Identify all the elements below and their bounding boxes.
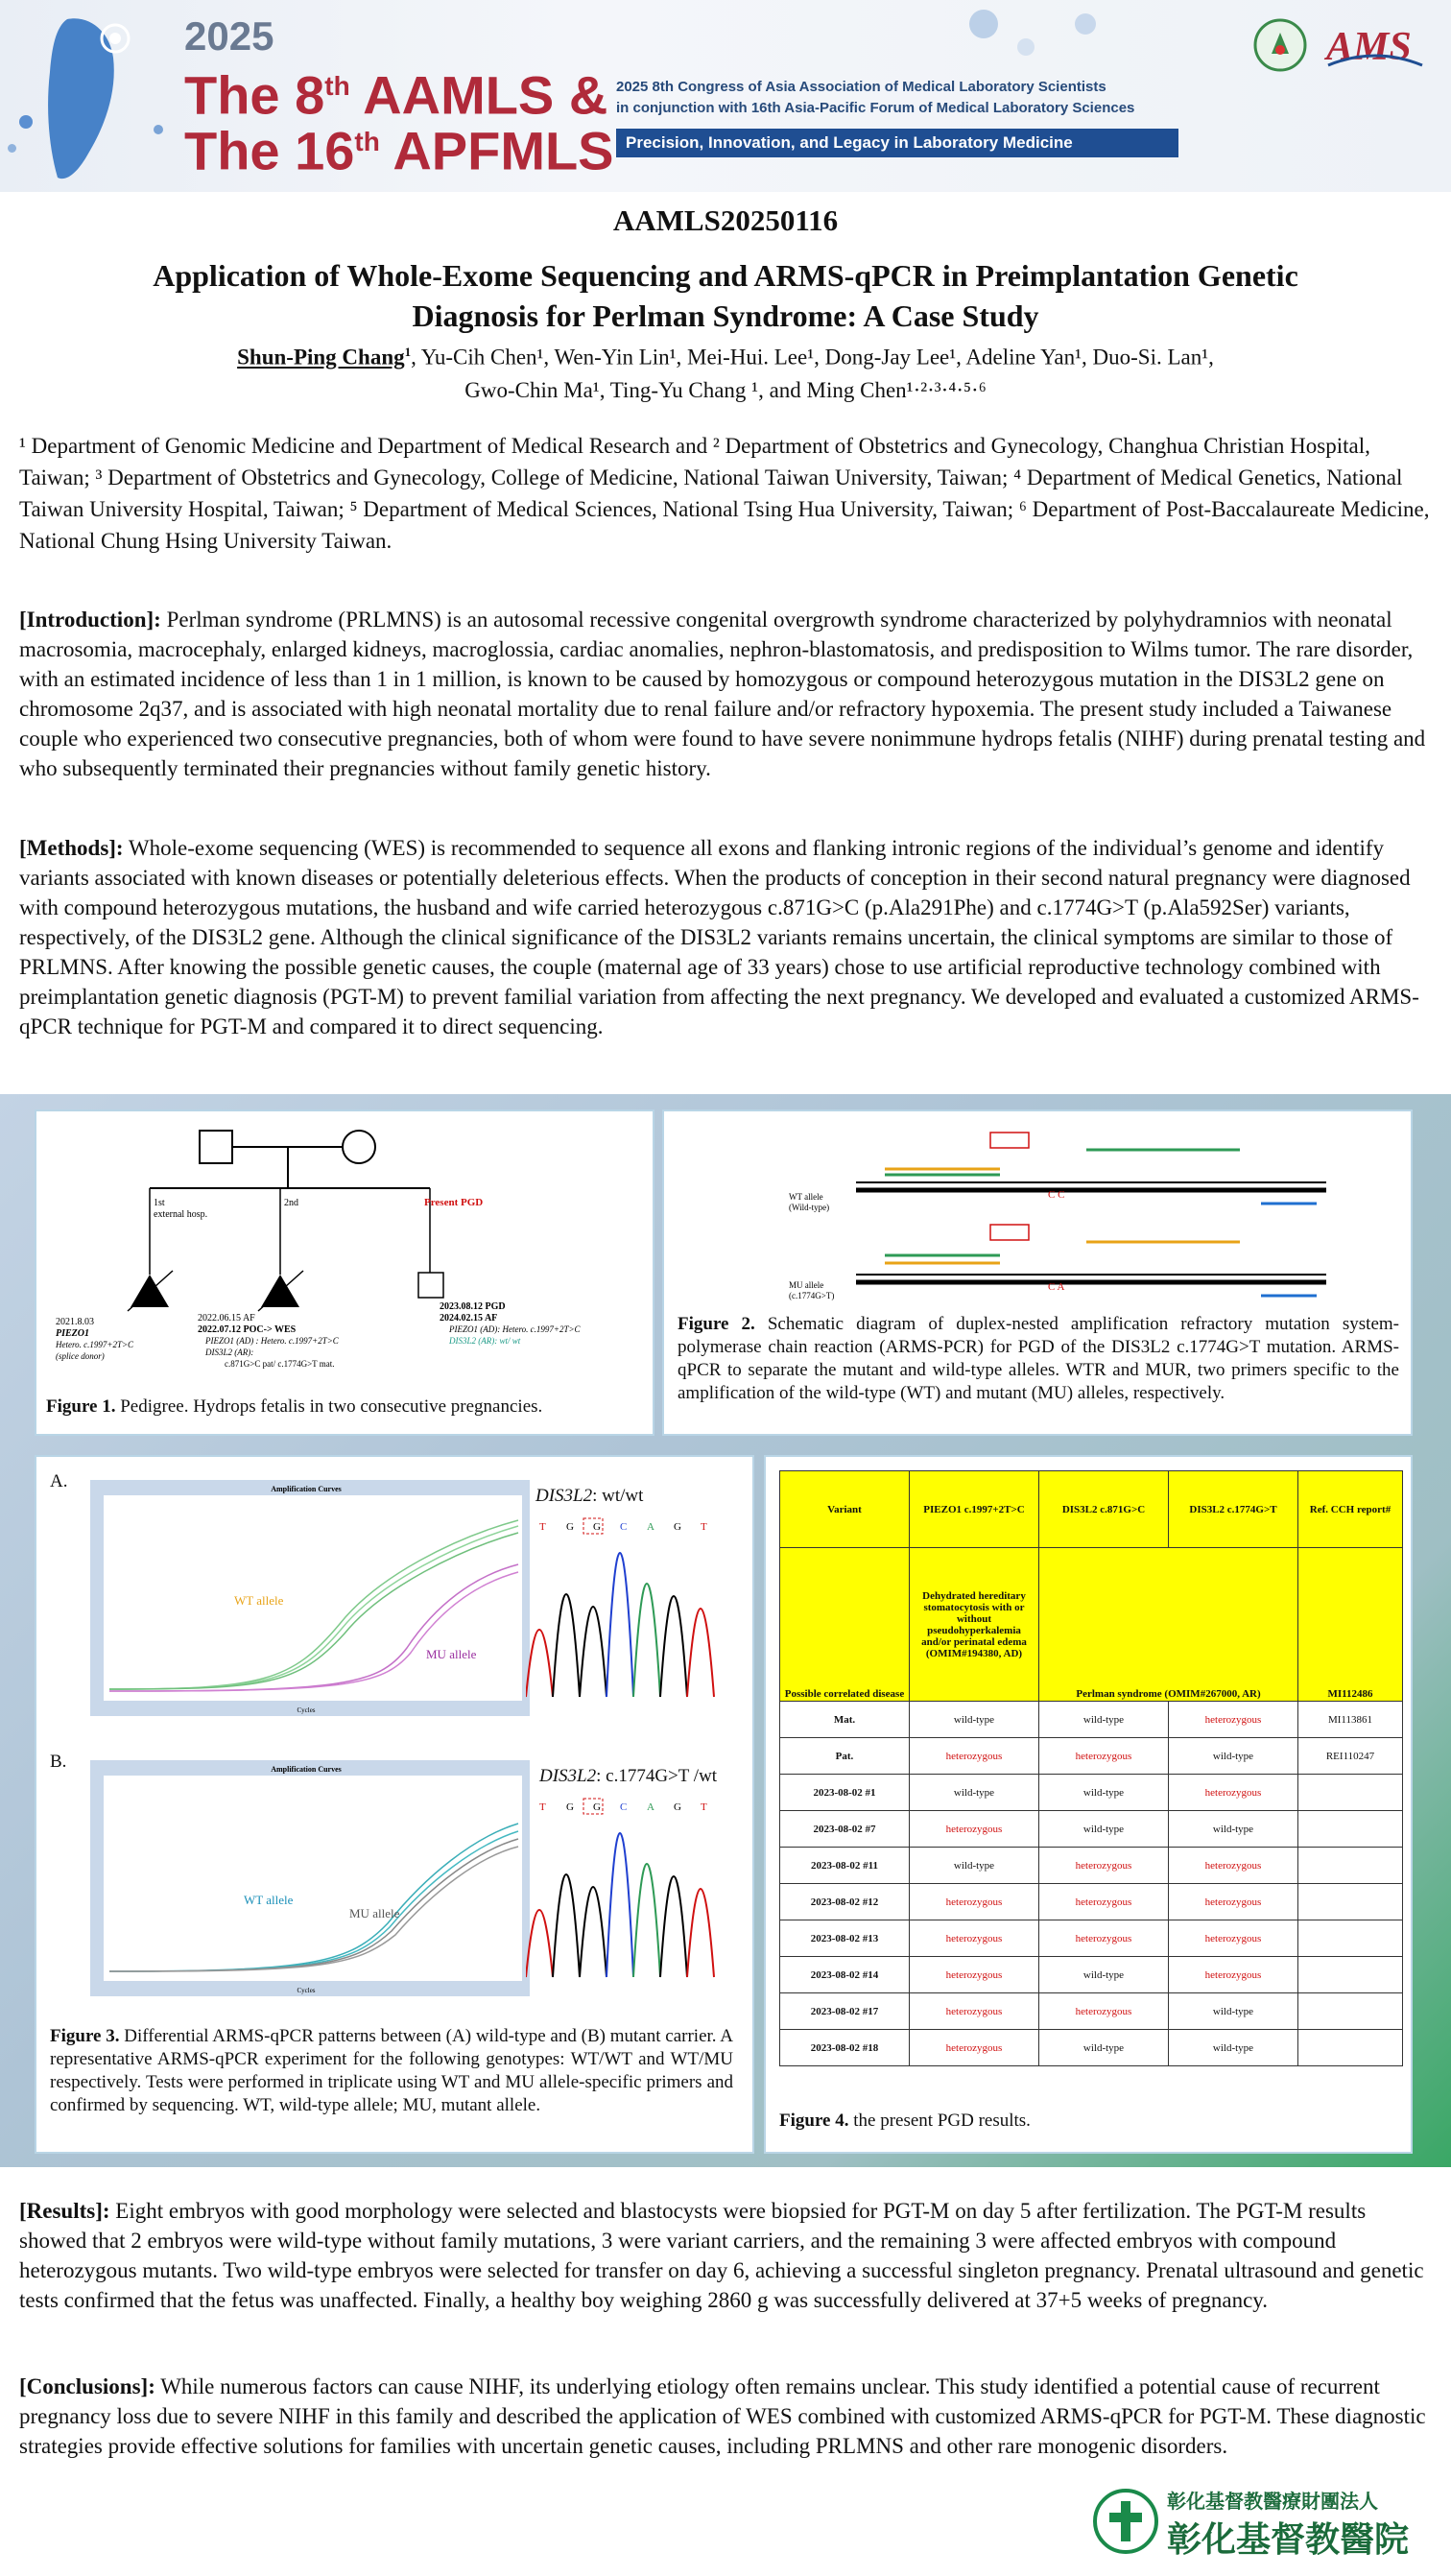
panel-a-label: A. — [50, 1471, 68, 1491]
banner-title-line1: The 8th AAMLS & — [184, 64, 608, 126]
table-header: PIEZO1 c.1997+2T>C — [910, 1471, 1039, 1548]
paper-title: Application of Whole-Exome Sequencing and ARMS-qPCR in Preimplantation Genetic Diagnosis for Perlman Syndrome: A Case Study — [153, 258, 1298, 333]
table-cell: heterozygous — [1039, 1993, 1169, 2030]
svg-text:PIEZO1 (AD) : Hetero. c.1997+2: PIEZO1 (AD) : Hetero. c.1997+2T>C — [205, 1336, 339, 1346]
svg-text:(c.1774G>T): (c.1774G>T) — [789, 1291, 835, 1300]
table-cell: heterozygous — [1039, 1884, 1169, 1920]
decor-dot — [1017, 38, 1035, 56]
svg-text:MU allele: MU allele — [349, 1906, 400, 1920]
decor-dot — [969, 10, 998, 38]
pedigree-chart — [36, 1111, 653, 1399]
table-cell: wild-type — [910, 1702, 1039, 1738]
svg-text:C A: C A — [1048, 1281, 1065, 1293]
chromatogram-peak — [607, 1833, 633, 1977]
decor-dot — [1075, 13, 1096, 35]
father-symbol — [200, 1131, 232, 1163]
figure3-caption: Figure 3. Differential ARMS-qPCR patterns between (A) wild-type and (B) mutant carrier. A representative ARMS-qPCR experiment for the following genotypes: WT/WT and WT/MU respectively. Tests were performed in triplicate using WT and MU allele-specific primers and confirmed by sequencing. WT, wild-type allele; MU, mutant allele. — [50, 2026, 734, 2115]
panel-b-label: B. — [50, 1752, 67, 1772]
table-header: Ref. CCH report# — [1298, 1471, 1403, 1548]
disease-label: Possible correlated disease — [780, 1548, 910, 1702]
table-cell: heterozygous — [910, 1957, 1039, 1993]
table-cell — [1298, 1920, 1403, 1957]
chromatogram-peak — [553, 1874, 580, 1977]
present-pgd-symbol — [418, 1273, 443, 1298]
row-label: 2023-08-02 #11 — [780, 1848, 910, 1884]
banner-title-line2: The 16th APFMLS — [184, 120, 614, 181]
svg-text:Hetero. c.1997+2T>C: Hetero. c.1997+2T>C — [56, 1340, 134, 1349]
base-call-label: C — [620, 1801, 628, 1813]
table-row — [780, 1775, 1403, 1811]
methods-section: [Methods]: Whole-exome sequencing (WES) is recommended to sequence all exons and flanking intronic regions of the individual’s genome and identify variants associated with known diseases or potentially deleterious effects. When the products of conception in their second natural pregnancy were diagnosed with compound heterozygous mutations, the husband and wife carried heterozygous c.871G>C (p.Ala291Phe) and c.1774G>T (p.Ala592Ser) variants, respectively, of the DIS3L2 gene. Although the clinical significance of the DIS3L2 variants remains uncertain, the clinical symptoms are similar to those of PRLMNS. After knowing the possible genetic causes, the couple (maternal age of 33 years) chose to use artificial reproductive technology combined with preimplantation genetic diagnosis (PGT-M) to prevent familial variation from affecting the next pregnancy. We developed and evaluated a customized ARMS-qPCR technique for PGT-M and compared it to direct sequencing. — [19, 836, 1419, 1038]
society-seal-logo — [1252, 17, 1308, 73]
table-cell: heterozygous — [1169, 1702, 1298, 1738]
table-cell: heterozygous — [1169, 1957, 1298, 1993]
svg-text:2024.02.15 AF: 2024.02.15 AF — [440, 1313, 498, 1324]
svg-text:2021.8.03: 2021.8.03 — [56, 1317, 94, 1327]
base-call-label: G — [674, 1521, 681, 1533]
table-cell: heterozygous — [910, 1993, 1039, 2030]
svg-text:2023.08.12 PGD: 2023.08.12 PGD — [440, 1301, 506, 1312]
row-label: 2023-08-02 #14 — [780, 1957, 910, 1993]
mother-symbol — [343, 1131, 375, 1163]
row-label: Pat. — [780, 1738, 910, 1775]
table-cell: heterozygous — [910, 1884, 1039, 1920]
chromatogram-a — [526, 1515, 727, 1706]
table-row — [780, 1738, 1403, 1775]
table-cell: wild-type — [910, 1775, 1039, 1811]
table-cell: heterozygous — [1039, 1920, 1169, 1957]
base-call-label: A — [647, 1801, 654, 1813]
base-call-label: G — [674, 1801, 681, 1813]
table-cell: wild-type — [1039, 1811, 1169, 1848]
svg-text:DIS3L2 (AR):: DIS3L2 (AR): — [205, 1348, 254, 1357]
table-cell: heterozygous — [1169, 1775, 1298, 1811]
svg-text:2022.07.12 POC-> WES: 2022.07.12 POC-> WES — [198, 1324, 297, 1335]
qpcr-chart-b — [90, 1760, 530, 1996]
banner-slogan: Precision, Innovation, and Legacy in Laboratory Medicine — [616, 129, 1178, 157]
table-cell: REI110247 — [1298, 1738, 1403, 1775]
figure2-caption: Figure 2. Schematic diagram of duplex-nested amplification refractory mutation system-polymerase chain reaction (ARMS-PCR) for PGD of the DIS3L2 c.1774G>T mutation. ARMS-qPCR to separate the mutant and wild-type alleles. WTR and MUR, two primers specific to the amplification of the wild-type (WT) and mutant (MU) alleles, respectively. — [678, 1314, 1399, 1403]
svg-text:Cycles: Cycles — [297, 1706, 316, 1714]
table-cell — [1298, 1957, 1403, 1993]
svg-text:Cycles: Cycles — [297, 1987, 316, 1994]
table-cell — [1298, 2030, 1403, 2066]
table-cell: wild-type — [1169, 2030, 1298, 2066]
table-row — [780, 1920, 1403, 1957]
chromatogram-peak — [687, 1889, 714, 1977]
hospital-name-line2: 彰化基督教醫院 — [1167, 2520, 1410, 2560]
decor-dot — [19, 115, 33, 129]
base-call-label: G — [566, 1801, 574, 1813]
table-cell: wild-type — [1169, 1993, 1298, 2030]
svg-text:external hosp.: external hosp. — [154, 1209, 208, 1220]
author-list: Shun-Ping Chang$^1$, Yu-Cih Chen¹, Wen-Yin Lin¹, Mei-Hui. Lee¹, Dong-Jay Lee¹, Adeline Yan¹, Duo-Si. Lan¹, Gwo-Chin Ma¹, Ting-Yu Chang ¹, and Ming Chen¹·²·³·⁴·⁵·⁶ — [237, 345, 1214, 402]
table-cell: heterozygous — [1169, 1884, 1298, 1920]
seq-b-label: DIS3L2: c.1774G>T /wt — [539, 1766, 718, 1786]
svg-text:Amplification Curves: Amplification Curves — [271, 1765, 342, 1774]
table-cell: heterozygous — [910, 1738, 1039, 1775]
base-call-label: A — [647, 1521, 654, 1533]
disease-dis3l2: Perlman syndrome (OMIM#267000, AR) — [1039, 1548, 1298, 1702]
base-call-label: T — [539, 1801, 546, 1813]
svg-text:WT allele: WT allele — [789, 1192, 823, 1202]
table-cell: heterozygous — [1169, 1848, 1298, 1884]
hospital-logo — [1092, 2486, 1438, 2560]
table-cell: heterozygous — [1039, 1738, 1169, 1775]
svg-text:WT allele: WT allele — [234, 1593, 284, 1608]
table-row — [780, 1811, 1403, 1848]
svg-text:AMS: AMS — [1326, 25, 1412, 69]
svg-text:2nd: 2nd — [284, 1198, 298, 1208]
table-cell: heterozygous — [910, 1811, 1039, 1848]
table-cell: wild-type — [1039, 1957, 1169, 1993]
svg-text:Amplification Curves: Amplification Curves — [271, 1485, 342, 1493]
table-header: DIS3L2 c.871G>C — [1039, 1471, 1169, 1548]
table-cell — [1298, 1811, 1403, 1848]
table-cell — [1298, 1775, 1403, 1811]
first-author: Shun-Ping Chang — [237, 345, 405, 370]
row-label: 2023-08-02 #13 — [780, 1920, 910, 1957]
conference-banner — [0, 0, 1451, 192]
svg-text:Present PGD: Present PGD — [424, 1197, 484, 1208]
figure3-panel — [35, 1455, 754, 2154]
svg-text:1st: 1st — [154, 1198, 165, 1208]
figure2-panel — [662, 1109, 1413, 1436]
table-cell: wild-type — [1169, 1738, 1298, 1775]
chromatogram-peak — [580, 1607, 607, 1697]
base-call-label: T — [539, 1521, 546, 1533]
figure1-panel — [35, 1109, 654, 1436]
table-row — [780, 2030, 1403, 2066]
table-row — [780, 1957, 1403, 1993]
svg-text:(Wild-type): (Wild-type) — [789, 1203, 830, 1212]
svg-text:MU allele: MU allele — [789, 1280, 824, 1290]
table-row — [780, 1884, 1403, 1920]
table-cell: wild-type — [1039, 2030, 1169, 2066]
chromatogram-peak — [580, 1887, 607, 1977]
base-call-label: G — [593, 1801, 601, 1813]
hospital-emblem-icon — [1092, 2488, 1159, 2555]
row-label: 2023-08-02 #17 — [780, 1993, 910, 2030]
row-label: 2023-08-02 #1 — [780, 1775, 910, 1811]
results-section: [Results]: Eight embryos with good morphology were selected and blastocysts were biopsied for PGT-M on day 5 after fertilization. The PGT-M results showed that 2 embryos were wild-type without family mutations, 3 were variant carriers, and the remaining 3 were affected embryos with compound heterozygous mutants. Two wild-type embryos were selected for transfer on day 6, achieving a successful singleton pregnancy. Prenatal ultrasound and genetic tests confirmed that the fetus was unaffected. Finally, a healthy boy weighing 2860 g was successfully delivered at 37+5 weeks of pregnancy. — [19, 2199, 1424, 2312]
table-row — [780, 1702, 1403, 1738]
table-cell: wild-type — [1169, 1811, 1298, 1848]
decor-dot — [8, 144, 16, 153]
table-row — [780, 1848, 1403, 1884]
seq-a-label: DIS3L2: wt/wt — [535, 1486, 644, 1506]
chromatogram-peak — [526, 1910, 553, 1977]
svg-text:DIS3L2 (AR): wt/ wt: DIS3L2 (AR): wt/ wt — [449, 1336, 521, 1346]
svg-text:WT allele: WT allele — [244, 1893, 294, 1907]
qpcr-chart-a — [90, 1480, 530, 1716]
figure1-caption: Figure 1. Pedigree. Hydrops fetalis in two consecutive pregnancies. — [46, 1396, 543, 1417]
chromatogram-peak — [526, 1630, 553, 1697]
base-call-label: T — [701, 1521, 707, 1533]
chromatogram-b — [526, 1795, 727, 1987]
chromatogram-peak — [607, 1553, 633, 1697]
row-label: 2023-08-02 #18 — [780, 2030, 910, 2066]
taiwan-map-graphic — [0, 0, 192, 192]
base-call-label: G — [593, 1521, 601, 1533]
table-cell: heterozygous — [1039, 1848, 1169, 1884]
row-label: Mat. — [780, 1702, 910, 1738]
chromatogram-peak — [660, 1876, 687, 1977]
svg-text:MU allele: MU allele — [426, 1647, 477, 1661]
base-call-label: G — [566, 1521, 574, 1533]
base-call-label: C — [620, 1521, 628, 1533]
table-cell: wild-type — [1039, 1702, 1169, 1738]
chromatogram-peak — [553, 1594, 580, 1697]
svg-text:PIEZO1: PIEZO1 — [56, 1328, 89, 1339]
affiliations: ¹ Department of Genomic Medicine and Department of Medical Research and ² Department of Obstetrics and Gynecology, Changhua Christian Hospital, Taiwan; ³ Department of Obstetrics and Gynecology, College of Medicine, National Taiwan University, Taiwan; ⁴ Department of Medical Genetics, National Taiwan University Hospital, Taiwan; ⁵ Department of Medical Sciences, National Tsing Hua University, Taiwan; ⁶ Department of Post-Baccalaureate Medicine, National Chung Hsing University Taiwan. — [19, 434, 1430, 553]
decor-dot — [154, 125, 163, 134]
conclusions-section: [Conclusions]: While numerous factors can cause NIHF, its underlying etiology often remains unclear. This study identified a potential cause of recurrent pregnancy loss due to severe NIHF in this family and described the application of WES combined with customized ARMS-qPCR for PGT-M. These diagnostic strategies provide effective solutions for families with uncertain genetic causes, including PRLMNS and other rare monogenic disorders. — [19, 2374, 1426, 2458]
svg-text:c.871G>C pat/ c.1774G>T mat.: c.871G>C pat/ c.1774G>T mat. — [225, 1359, 335, 1369]
arms-pcr-schematic — [664, 1111, 1411, 1303]
figure4-caption: Figure 4. the present PGD results. — [779, 2111, 1031, 2131]
introduction-section: [Introduction]: Perlman syndrome (PRLMNS) is an autosomal recessive congenital overgrowth syndrome characterized by polyhydramnios with neonatal macrosomia, macrocephaly, enlarged kidneys, macroglossia, cardiac anomalies, nephron-blastomatosis, and predisposition to Wilms tumor. The rare disorder, with an estimated incidence of less than 1 in 1 million, is known to be caused by homozygous or compound heterozygous mutation in the DIS3L2 gene on chromosome 2q37, and is associated with high neonatal mortality due to renal failure and/or refractory hypoxemia. The present study included a Taiwanese couple who experienced two consecutive pregnancies, both of whom were found to have severe nonimmune hydrops fetalis (NIHF) during prenatal testing and who subsequently terminated their pregnancies without family genetic history. — [19, 608, 1426, 780]
row-label: 2023-08-02 #12 — [780, 1884, 910, 1920]
row-label: 2023-08-02 #7 — [780, 1811, 910, 1848]
svg-text:C C: C C — [1048, 1189, 1065, 1201]
table-cell — [1298, 1848, 1403, 1884]
svg-text:PIEZO1 (AD): Hetero. c.1997+2T: PIEZO1 (AD): Hetero. c.1997+2T>C — [449, 1324, 581, 1334]
banner-subtitle: 2025 8th Congress of Asia Association of Medical Laboratory Scientists in conjunction with 16th Asia-Pacific Forum of Medical Laboratory Sciences — [616, 79, 1135, 116]
table-cell — [1298, 1884, 1403, 1920]
base-call-label: T — [701, 1801, 707, 1813]
hospital-name-line1: 彰化基督教醫療財團法人 — [1167, 2490, 1378, 2513]
chromatogram-peak — [660, 1596, 687, 1697]
table-cell: heterozygous — [910, 1920, 1039, 1957]
table-cell: heterozygous — [1169, 1920, 1298, 1957]
table-cell — [1298, 1993, 1403, 2030]
disease-piezo1: Dehydrated hereditary stomatocytosis with or without pseudohyperkalemia and/or perinatal edema (OMIM#194380, AD) — [910, 1548, 1039, 1702]
pgd-results-table — [779, 1470, 1403, 2066]
chromatogram-peak — [633, 1864, 660, 1977]
table-row — [780, 1993, 1403, 2030]
table-header: Variant — [780, 1471, 910, 1548]
chromatogram-peak — [687, 1609, 714, 1697]
table-cell: heterozygous — [910, 2030, 1039, 2066]
figure4-panel — [764, 1455, 1413, 2154]
table-header: DIS3L2 c.1774G>T — [1169, 1471, 1298, 1548]
table-cell: wild-type — [1039, 1775, 1169, 1811]
table-cell: wild-type — [910, 1848, 1039, 1884]
disease-ref: MI112486 — [1298, 1548, 1403, 1702]
chromatogram-peak — [633, 1584, 660, 1697]
svg-text:(splice donor): (splice donor) — [56, 1351, 105, 1361]
banner-year: 2025 — [184, 13, 274, 59]
ams-logo — [1322, 17, 1428, 75]
abstract-code: AAMLS20250116 — [612, 203, 839, 237]
table-cell: MI113861 — [1298, 1702, 1403, 1738]
svg-text:2022.06.15 AF: 2022.06.15 AF — [198, 1313, 255, 1324]
